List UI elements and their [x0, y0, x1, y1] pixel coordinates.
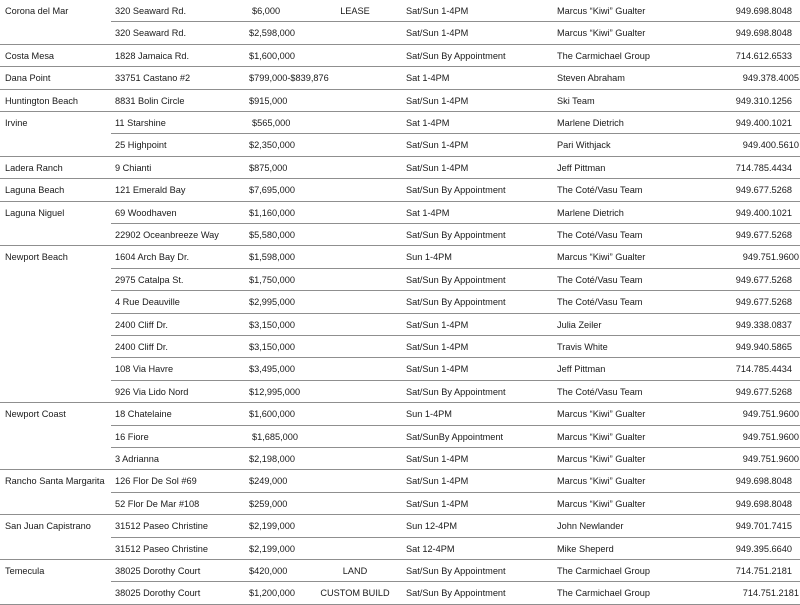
price-cell: $3,150,000: [249, 319, 295, 330]
listing-row: [0, 336, 800, 358]
price-cell: $565,000: [252, 118, 291, 128]
listing-row: [0, 426, 800, 448]
listing-row: [0, 470, 800, 492]
open-house-time-cell: Sat/Sun By Appointment: [406, 588, 506, 599]
agent-cell: Marcus “Kiwi” Gualter: [557, 431, 646, 442]
listing-row: [0, 515, 800, 537]
address-cell: 38025 Dorothy Court: [115, 566, 201, 576]
agent-cell: Julia Zeiler: [557, 319, 602, 330]
listing-row: [0, 90, 800, 112]
agent-cell: The Coté/Vasu Team: [557, 230, 643, 240]
phone-cell: 949.751.9600: [742, 252, 799, 263]
agent-cell: Ski Team: [557, 95, 595, 106]
address-cell: 121 Emerald Bay: [115, 185, 186, 196]
phone-cell: 714.785.4434: [735, 162, 792, 173]
address-cell: 11 Starshine: [115, 118, 166, 128]
address-cell: 926 Via Lido Nord: [115, 386, 189, 397]
agent-cell: The Coté/Vasu Team: [557, 297, 643, 308]
address-cell: 8831 Bolin Circle: [115, 95, 185, 106]
address-cell: 2975 Catalpa St.: [115, 274, 184, 285]
price-cell: $915,000: [249, 95, 288, 106]
phone-cell: 714.751.2181: [735, 566, 792, 576]
price-cell: $6,000: [252, 6, 281, 16]
listing-row: [0, 314, 800, 336]
listing-row: [0, 0, 800, 22]
phone-cell: 949.751.9600: [742, 409, 799, 420]
agent-cell: Jeff Pittman: [557, 162, 606, 173]
open-house-time-cell: Sat/Sun By Appointment: [406, 274, 506, 285]
phone-cell: 949.400.1021: [735, 118, 792, 128]
listing-row: [0, 224, 800, 246]
agent-cell: Marcus “Kiwi” Gualter: [557, 498, 646, 509]
price-cell: $1,598,000: [249, 252, 295, 263]
price-cell: $12,995,000: [249, 386, 301, 397]
listing-row: [0, 269, 800, 291]
agent-cell: Jeff Pittman: [557, 364, 606, 375]
city-cell: Temecula: [5, 566, 45, 576]
agent-cell: Pari Withjack: [557, 140, 611, 151]
agent-cell: Steven Abraham: [557, 73, 625, 84]
open-house-time-cell: Sat/Sun 1-4PM: [406, 162, 469, 173]
agent-cell: The Carmichael Group: [557, 588, 650, 599]
listing-row: [0, 560, 800, 582]
listing-row: [0, 358, 800, 380]
price-cell: $1,750,000: [249, 274, 295, 285]
phone-cell: 949.698.8048: [735, 498, 792, 509]
agent-cell: Marcus “Kiwi” Gualter: [557, 6, 646, 16]
open-house-time-cell: Sat/Sun By Appointment: [406, 566, 506, 576]
listing-row: [0, 202, 800, 224]
price-cell: $2,995,000: [249, 297, 295, 308]
address-cell: 31512 Paseo Christine: [115, 521, 208, 532]
open-house-time-cell: Sat/Sun 1-4PM: [406, 454, 469, 464]
agent-cell: Marlene Dietrich: [557, 118, 624, 128]
price-cell: $1,160,000: [249, 207, 295, 218]
agent-cell: Marcus “Kiwi” Gualter: [557, 476, 646, 487]
city-cell: Rancho Santa Margarita: [5, 476, 105, 487]
open-house-time-cell: Sat/Sun 1-4PM: [406, 28, 469, 39]
phone-cell: 949.698.8048: [735, 476, 792, 487]
address-cell: 320 Seaward Rd.: [115, 28, 186, 39]
phone-cell: 949.677.5268: [735, 185, 792, 196]
price-cell: $2,598,000: [249, 28, 295, 39]
price-cell: $3,150,000: [249, 342, 295, 352]
open-house-time-cell: Sat/Sun By Appointment: [406, 230, 506, 240]
open-house-time-cell: Sat 1-4PM: [406, 207, 450, 218]
agent-cell: Mike Sheperd: [557, 543, 614, 554]
listing-row: [0, 112, 800, 134]
city-cell: Ladera Ranch: [5, 162, 63, 173]
price-cell: $1,600,000: [249, 50, 295, 61]
price-cell: $1,200,000: [249, 588, 295, 599]
city-cell: Huntington Beach: [5, 95, 79, 106]
open-house-time-cell: Sat/Sun By Appointment: [406, 386, 506, 397]
price-cell: $2,199,000: [249, 543, 295, 554]
note-cell: LEASE: [340, 6, 370, 16]
listing-row: [0, 67, 800, 89]
price-cell: $3,495,000: [249, 364, 295, 375]
listing-row: [0, 538, 800, 560]
open-house-time-cell: Sat 1-4PM: [406, 73, 450, 84]
price-cell: $420,000: [249, 566, 288, 576]
address-cell: 3 Adrianna: [115, 454, 159, 464]
open-house-time-cell: Sat/Sun By Appointment: [406, 50, 506, 61]
address-cell: 2400 Cliff Dr.: [115, 319, 168, 330]
agent-cell: Travis White: [557, 342, 608, 352]
listing-row: [0, 45, 800, 67]
open-house-time-cell: Sat/Sun 1-4PM: [406, 6, 469, 16]
listing-row: [0, 448, 800, 470]
address-cell: 1828 Jamaica Rd.: [115, 50, 190, 61]
agent-cell: Marlene Dietrich: [557, 207, 624, 218]
open-house-time-cell: Sat/Sun 1-4PM: [406, 342, 469, 352]
phone-cell: 949.701.7415: [735, 521, 792, 532]
price-cell: $249,000: [249, 476, 288, 487]
listing-row: [0, 157, 800, 179]
city-cell: San Juan Capistrano: [5, 521, 91, 532]
address-cell: 25 Highpoint: [115, 140, 167, 151]
open-house-time-cell: Sat 12-4PM: [406, 543, 455, 554]
phone-cell: 949.677.5268: [735, 297, 792, 308]
phone-cell: 949.698.8048: [735, 28, 792, 39]
open-house-time-cell: Sat 1-4PM: [406, 118, 450, 128]
city-cell: Corona del Mar: [5, 6, 69, 16]
phone-cell: 949.310.1256: [735, 95, 792, 106]
note-cell: CUSTOM BUILD: [320, 588, 390, 599]
address-cell: 18 Chatelaine: [115, 409, 172, 420]
price-cell: $2,198,000: [249, 454, 295, 464]
address-cell: 126 Flor De Sol #69: [115, 476, 197, 487]
agent-cell: The Carmichael Group: [557, 566, 650, 576]
city-cell: Irvine: [5, 118, 28, 128]
phone-cell: 949.677.5268: [735, 274, 792, 285]
price-cell: $875,000: [249, 162, 288, 173]
agent-cell: John Newlander: [557, 521, 624, 532]
address-cell: 52 Flor De Mar #108: [115, 498, 200, 509]
agent-cell: Marcus “Kiwi” Gualter: [557, 409, 646, 420]
phone-cell: 949.400.1021: [735, 207, 792, 218]
agent-cell: Marcus “Kiwi” Gualter: [557, 252, 646, 263]
price-cell: $799,000-$839,876: [249, 73, 329, 84]
price-cell: $1,685,000: [252, 431, 298, 442]
address-cell: 16 Fiore: [115, 431, 149, 442]
listing-row: [0, 246, 800, 268]
city-cell: Newport Beach: [5, 252, 68, 263]
city-cell: Newport Coast: [5, 409, 66, 420]
address-cell: 2400 Cliff Dr.: [115, 342, 168, 352]
listing-row: [0, 179, 800, 201]
phone-cell: 714.612.6533: [735, 50, 792, 61]
listing-row: [0, 381, 800, 403]
listing-row: [0, 134, 800, 156]
phone-cell: 949.338.0837: [735, 319, 792, 330]
agent-cell: Marcus “Kiwi” Gualter: [557, 454, 646, 464]
listing-row: [0, 493, 800, 515]
address-cell: 33751 Castano #2: [115, 73, 191, 84]
phone-cell: 714.751.2181: [742, 588, 799, 599]
agent-cell: Marcus “Kiwi” Gualter: [557, 28, 646, 39]
price-cell: $2,199,000: [249, 521, 295, 532]
open-house-time-cell: Sat/Sun 1-4PM: [406, 476, 469, 487]
phone-cell: 949.378.4005: [742, 73, 799, 84]
address-cell: 38025 Dorothy Court: [115, 588, 201, 599]
city-cell: Costa Mesa: [5, 50, 55, 61]
open-house-time-cell: Sat/Sun 1-4PM: [406, 364, 469, 375]
phone-cell: 949.698.8048: [735, 6, 792, 16]
open-house-time-cell: Sun 1-4PM: [406, 252, 452, 263]
agent-cell: The Coté/Vasu Team: [557, 185, 643, 196]
city-cell: Laguna Niguel: [5, 207, 65, 218]
open-house-time-cell: Sat/Sun 1-4PM: [406, 498, 469, 509]
address-cell: 22902 Oceanbreeze Way: [115, 230, 219, 240]
phone-cell: 949.400.5610: [742, 140, 799, 151]
open-house-time-cell: Sat/Sun 1-4PM: [406, 319, 469, 330]
open-house-time-cell: Sun 12-4PM: [406, 521, 458, 532]
address-cell: 108 Via Havre: [115, 364, 174, 375]
address-cell: 4 Rue Deauville: [115, 297, 180, 308]
price-cell: $1,600,000: [249, 409, 295, 420]
open-house-time-cell: Sat/Sun By Appointment: [406, 185, 506, 196]
phone-cell: 949.395.6640: [735, 543, 792, 554]
phone-cell: 949.677.5268: [735, 386, 792, 397]
address-cell: 31512 Paseo Christine: [115, 543, 208, 554]
open-house-time-cell: Sat/Sun By Appointment: [406, 297, 506, 308]
open-house-time-cell: Sat/Sun 1-4PM: [406, 140, 469, 151]
agent-cell: The Coté/Vasu Team: [557, 274, 643, 285]
listing-row: [0, 22, 800, 44]
phone-cell: 714.785.4434: [735, 364, 792, 375]
phone-cell: 949.751.9600: [742, 431, 799, 442]
price-cell: $2,350,000: [249, 140, 295, 151]
phone-cell: 949.677.5268: [735, 230, 792, 240]
agent-cell: The Carmichael Group: [557, 50, 650, 61]
address-cell: 1604 Arch Bay Dr.: [115, 252, 190, 263]
phone-cell: 949.940.5865: [735, 342, 792, 352]
address-cell: 320 Seaward Rd.: [115, 6, 186, 16]
city-cell: Dana Point: [5, 73, 51, 84]
price-cell: $7,695,000: [249, 185, 295, 196]
listing-row: [0, 291, 800, 313]
agent-cell: The Coté/Vasu Team: [557, 386, 643, 397]
open-house-time-cell: Sat/SunBy Appointment: [406, 431, 504, 442]
listing-row: [0, 582, 800, 604]
price-cell: $5,580,000: [249, 230, 295, 240]
address-cell: 69 Woodhaven: [115, 207, 177, 218]
address-cell: 9 Chianti: [115, 162, 152, 173]
open-house-time-cell: Sun 1-4PM: [406, 409, 452, 420]
city-cell: Laguna Beach: [5, 185, 65, 196]
price-cell: $259,000: [249, 498, 288, 509]
note-cell: LAND: [342, 566, 368, 576]
open-house-time-cell: Sat/Sun 1-4PM: [406, 95, 469, 106]
phone-cell: 949.751.9600: [742, 454, 799, 464]
listing-row: [0, 403, 800, 425]
